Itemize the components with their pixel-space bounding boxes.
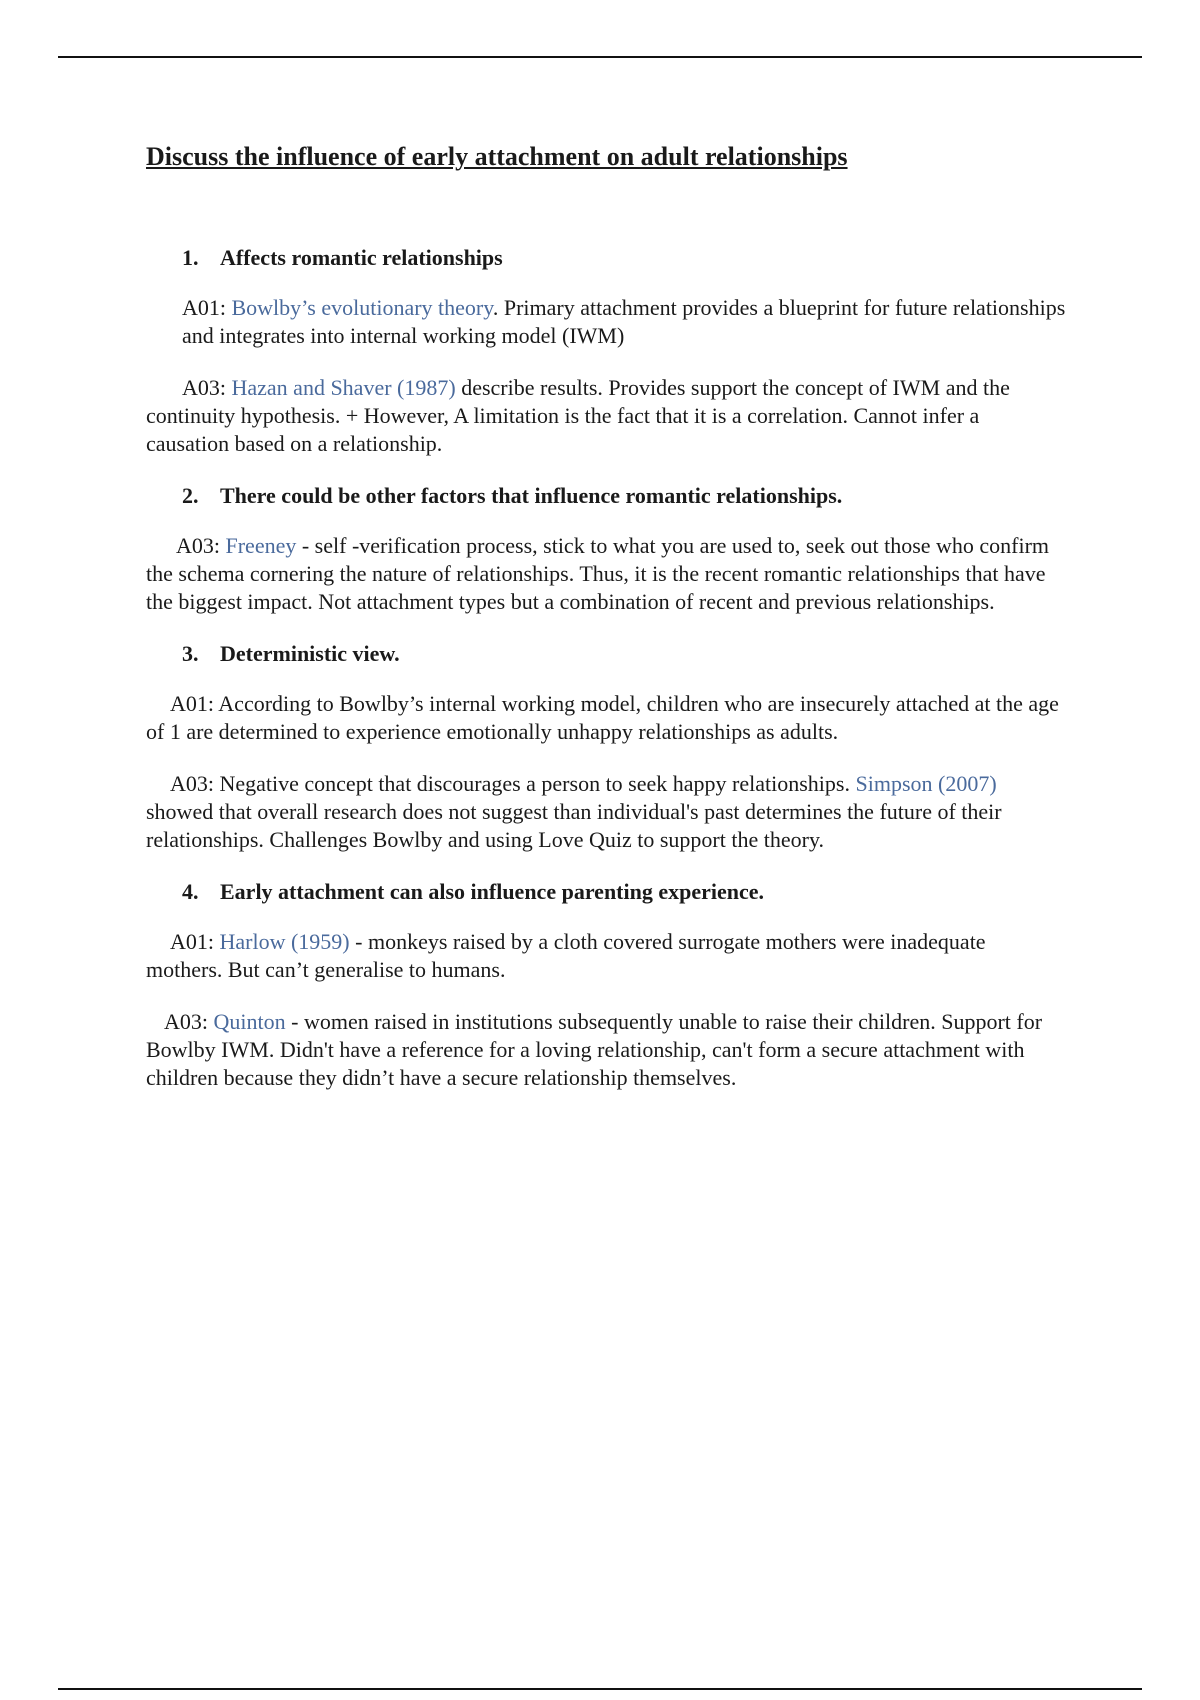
paragraph-ao1 <box>146 928 1066 984</box>
paragraph-text: describe results. Provides support the concept of IWM and the continuity hypothesis. + However, A limitation is the fact that it is a correlation. Cannot infer a causation based on a relationship. <box>146 375 1010 456</box>
section-number: 2. <box>182 483 199 508</box>
paragraph-ao3 <box>146 532 1066 616</box>
section-heading-text: Affects romantic relationships <box>220 245 503 270</box>
paragraph-ao3 <box>146 770 1066 854</box>
reference-link[interactable]: Hazan and Shaver (1987) <box>231 375 456 400</box>
page-title: Discuss the influence of early attachment on adult relationships <box>146 142 848 171</box>
paragraph-label: A01: <box>182 295 232 320</box>
paragraph-ao1: A01: According to Bowlby’s internal working model, children who are insecurely attached at the age of 1 are determined to experience emotionally unhappy relationships as adults. <box>146 691 1059 744</box>
reference-link[interactable]: Harlow (1959) <box>219 929 350 954</box>
section-heading-text: Early attachment can also influence parenting experience. <box>220 879 765 904</box>
paragraph-text: showed that overall research does not suggest than individual's past determines the future of their relationships. Challenges Bowlby and using Love Quiz to support the theory. <box>146 799 1002 852</box>
section-heading-text: Deterministic view. <box>220 641 400 666</box>
paragraph-text: - women raised in institutions subsequently unable to raise their children. Support for Bowlby IWM. Didn't have a reference for a loving relationship, can't form a secure attachment with children because they didn’t have a secure relationship themselves. <box>146 1009 1043 1090</box>
section-heading <box>146 878 1066 906</box>
section-heading <box>146 640 1066 668</box>
section-number: 3. <box>182 641 199 666</box>
section-heading <box>146 244 1066 272</box>
paragraph-label: A03: <box>182 375 232 400</box>
section-number: 1. <box>182 245 199 270</box>
paragraph-ao3 <box>146 374 1066 458</box>
reference-link[interactable]: Simpson (2007) <box>855 771 997 796</box>
reference-link[interactable]: Freeney <box>225 533 297 558</box>
reference-link[interactable]: Bowlby’s evolutionary theory <box>231 295 493 320</box>
paragraph-label: A03: Negative concept that discourages a person to seek happy relationships. <box>170 771 856 796</box>
paragraph-ao3 <box>146 1008 1066 1092</box>
paragraph-label: A03: <box>164 1009 214 1034</box>
section-heading <box>146 482 1066 510</box>
section-heading-text: There could be other factors that influence romantic relationships. <box>220 483 843 508</box>
paragraph-text: - monkeys raised by a cloth covered surrogate mothers were inadequate mothers. But can’t generalise to humans. <box>146 929 986 982</box>
paragraph-ao1 <box>146 294 1066 350</box>
reference-link[interactable]: Quinton <box>213 1009 286 1034</box>
paragraph-text: - self -verification process, stick to what you are used to, seek out those who confirm the schema cornering the nature of relationships. Thus, it is the recent romantic relationships that have the biggest impact. Not attachment types but a combination of recent and previous relationships. <box>146 533 1050 614</box>
paragraph-label: A01: <box>170 929 220 954</box>
top-rule <box>58 56 1142 58</box>
document-body <box>146 140 1066 1092</box>
paragraph-text: . Primary attachment provides a blueprint for future relationships and integrates into internal working model (IWM) <box>182 295 1066 348</box>
paragraph-label: A03: <box>176 533 226 558</box>
bottom-rule <box>58 1688 1142 1690</box>
section-number: 4. <box>182 879 199 904</box>
